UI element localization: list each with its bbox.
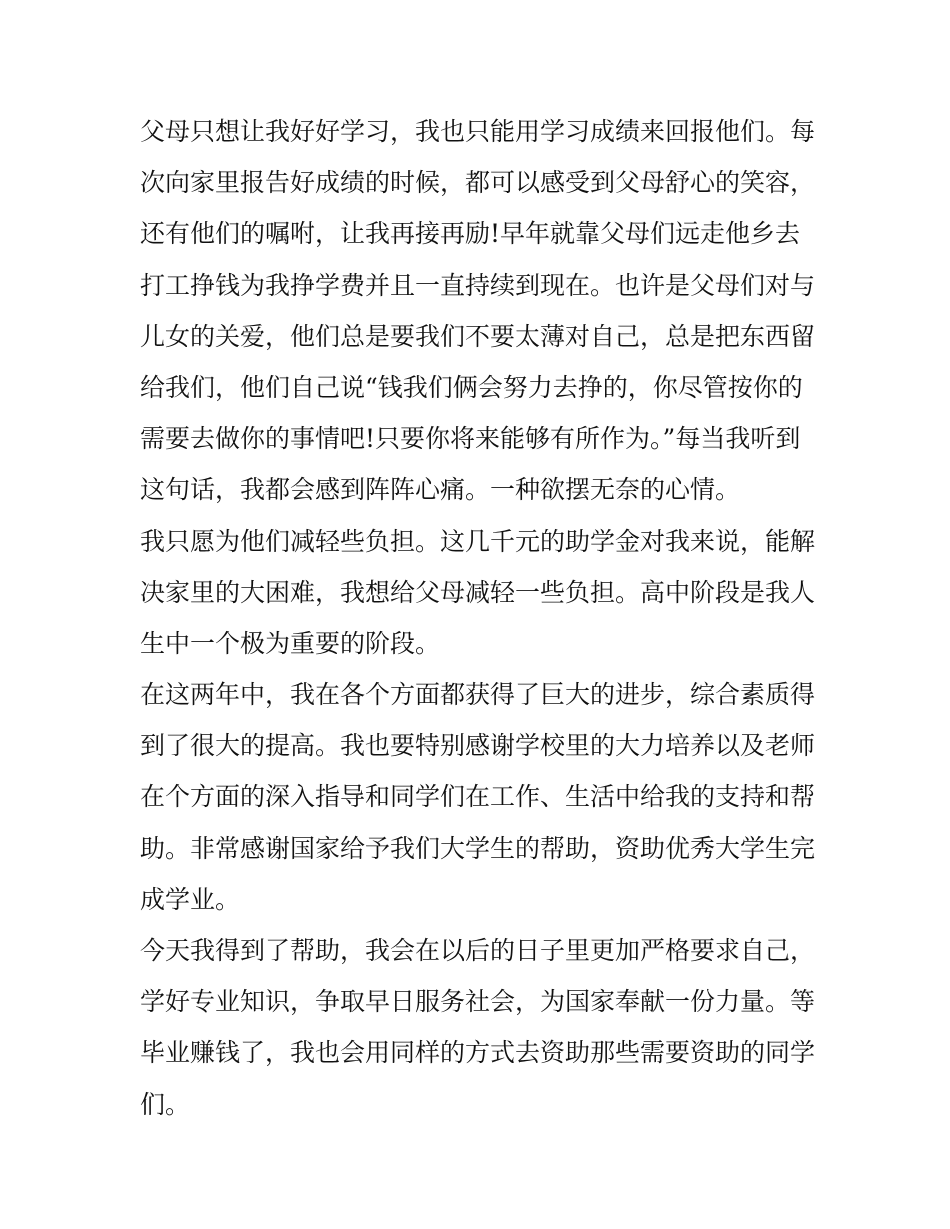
text-line: 助。非常感谢国家给予我们大学生的帮助，资助优秀大学生完 bbox=[140, 833, 816, 863]
text-line: 成学业。 bbox=[140, 884, 241, 914]
text-line: 学好专业知识，争取早日服务社会，为国家奉献一份力量。等 bbox=[140, 987, 816, 1017]
text-line: 到了很大的提高。我也要特别感谢学校里的大力培养以及老师 bbox=[140, 731, 816, 761]
text-line: 我只愿为他们减轻些负担。这几千元的助学金对我来说，能解 bbox=[140, 526, 816, 556]
text-line: 们。 bbox=[140, 1089, 191, 1119]
text-line: 生中一个极为重要的阶段。 bbox=[140, 628, 441, 658]
text-line: 决家里的大困难，我想给父母减轻一些负担。高中阶段是我人 bbox=[140, 577, 816, 607]
document-body bbox=[140, 106, 820, 1130]
text-line: 给我们，他们自己说“钱我们俩会努力去挣的，你尽管按你的 bbox=[140, 372, 803, 402]
text-line: 在这两年中，我在各个方面都获得了巨大的进步，综合素质得 bbox=[140, 680, 816, 710]
text-line: 今天我得到了帮助，我会在以后的日子里更加严格要求自己， bbox=[140, 936, 816, 965]
text-line: 需要去做你的事情吧!只要你将来能够有所作为。”每当我听到 bbox=[140, 424, 801, 454]
text-line: 还有他们的嘱咐，让我再接再励!早年就靠父母们远走他乡去 bbox=[140, 219, 801, 249]
text-line: 这句话，我都会感到阵阵心痛。一种欲摆无奈的心情。 bbox=[140, 475, 741, 505]
text-line: 打工挣钱为我挣学费并且一直持续到现在。也许是父母们对与 bbox=[140, 270, 816, 300]
text-line: 毕业赚钱了，我也会用同样的方式去资助那些需要资助的同学 bbox=[140, 1038, 816, 1068]
text-line: 父母只想让我好好学习，我也只能用学习成绩来回报他们。每 bbox=[140, 117, 816, 146]
text-line: 次向家里报告好成绩的时候，都可以感受到父母舒心的笑容， bbox=[140, 168, 816, 198]
text-line: 儿女的关爱，他们总是要我们不要太薄对自己，总是把东西留 bbox=[140, 321, 816, 351]
text-line: 在个方面的深入指导和同学们在工作、生活中给我的支持和帮 bbox=[140, 782, 816, 812]
